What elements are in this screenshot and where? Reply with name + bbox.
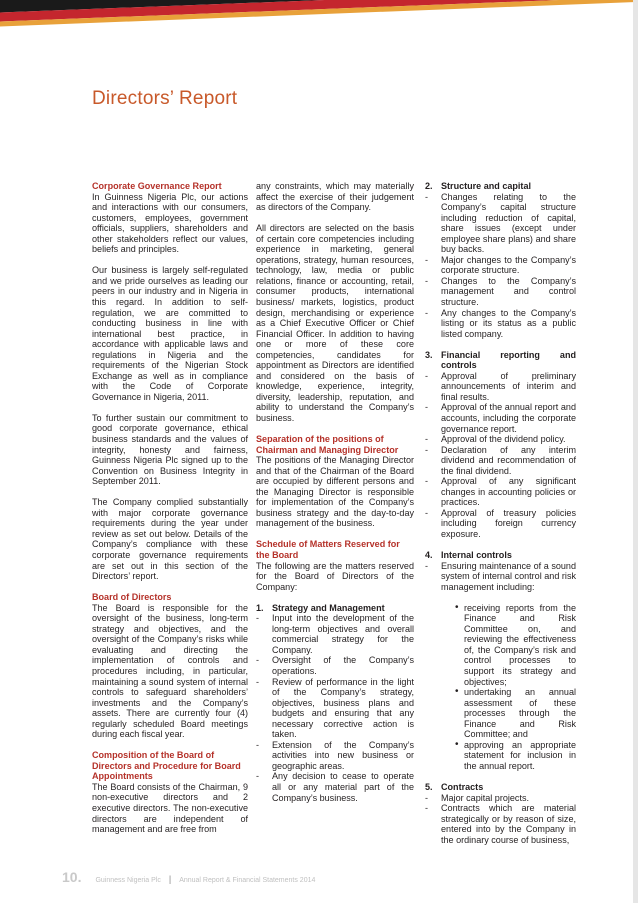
numbered-heading: 4. Internal controls [425, 550, 512, 561]
section-heading: Separation of the positions of Chairman and Managing Director [256, 434, 399, 455]
column-2 [256, 181, 414, 803]
list-item: - Input into the development of the long-term objectives and overall commercial strategy for the Company. [256, 613, 414, 655]
list-item: - Any changes to the Company’s listing or its status as a public listed company. [425, 307, 576, 339]
list-item: - Changes relating to the Company’s capital structure including reduction of capital, share issues (except under employee share plans) and share buy backs. [425, 191, 576, 255]
paragraph: any constraints, which may materially affect the exercise of their judgement as directors of the Company. [256, 181, 414, 213]
bullet-item: • receiving reports from the Finance and Risk Committee on, and reviewing the effectiveness of, the Company’s risk and control processes to support its strategy and objectives; [455, 601, 576, 687]
numbered-heading: 3. Financial reporting and controls [425, 349, 576, 371]
list-item: - Declaration of any interim dividend and recommendation of the final dividend. [425, 444, 576, 476]
numbered-heading: 1. Strategy and Management [256, 602, 385, 613]
paragraph: In Guinness Nigeria Plc, our actions and interactions with our consumers, customers, employees, government officials, suppliers, shareholders and other stakeholders reflect our values, beliefs and principles. [92, 191, 248, 255]
page-footer [62, 869, 315, 885]
bullet-item: • approving an appropriate statement for inclusion in the annual report. [455, 738, 576, 771]
list-item: - Approval of preliminary announcements of interim and final results. [425, 370, 576, 402]
page-number: 10. [62, 869, 82, 885]
section-heading: Corporate Governance Report [92, 181, 222, 191]
bullet-item: • undertaking an annual assessment of these processes through the Finance and Risk Committee; and [455, 686, 576, 740]
paragraph: The positions of the Managing Director and that of the Chairman of the Board are occupied by different persons and the Managing Director is responsible for implementation of the Company’s business strategy and the day-to-day management of the business. [256, 455, 414, 529]
paragraph: The Board consists of the Chairman, 9 non-executive directors and 2 executive directors. The non-executive directors are independent of management and are free from [92, 781, 248, 835]
list-item: - Any decision to cease to operate all or any material part of the Company’s business. [256, 771, 414, 803]
list-item: - Approval of any significant changes in accounting policies or practices. [425, 476, 576, 508]
footer-report-title: Annual Report & Financial Statements 2014 [179, 877, 316, 884]
numbered-heading: 2. Structure and capital [425, 181, 531, 191]
footer-company: Guinness Nigeria Plc [95, 877, 161, 884]
list-item: - Ensuring maintenance of a sound system of internal control and risk management including: [425, 560, 576, 592]
footer-separator: | [168, 874, 172, 884]
list-item: - Extension of the Company’s activities into new business or geographic areas. [256, 739, 414, 771]
section-heading: Schedule of Matters Reserved for the Board [256, 539, 400, 560]
list-item: - Contracts which are material strategically or by reason of size, entered into by the Company in the ordinary course of business, [425, 803, 576, 845]
column-1 [92, 181, 248, 845]
paragraph: The following are the matters reserved for the Board of Directors of the Company: [256, 560, 414, 592]
paragraph: To further sustain our commitment to good corporate governance, ethical business standards and the values of integrity, honesty and fairness, Guinness Nigeria Plc signed up to the Convention on Business Integrity in September 2011. [92, 412, 248, 487]
page-edge [633, 0, 638, 903]
list-item: - Review of performance in the light of the Company’s strategy, objectives, business plans and budgets and ensuring that any necessary corrective action is taken. [256, 676, 414, 740]
section-heading: Composition of the Board of Directors and Procedure for Board Appointments [92, 750, 241, 782]
list-item: - Changes to the Company’s management and control structure. [425, 275, 576, 308]
list-item: - Oversight of the Company’s operations. [256, 655, 414, 676]
list-item: - Approval of the annual report and accounts, including the corporate governance report. [425, 402, 576, 434]
column-3 [425, 181, 576, 845]
list-item: - Approval of the dividend policy. [425, 434, 566, 445]
paragraph: The Company complied substantially with major corporate governance requirements during the year under review as set out below. Details of the Company’s compliance with these corporate governance requirements are set out in this section of the Directors’ report. [92, 497, 248, 582]
list-item: - Major changes to the Company’s corporate structure. [425, 254, 576, 276]
paragraph: The Board is responsible for the oversight of the business, long-term strategy and objectives, and the oversight of the Company’s risks while evaluating and directing the implementation of controls and procedures including, in particular, maintaining a sound system of internal controls to safeguard shareholders’ investments and the Company’s assets. There are currently four (4) regularly scheduled Board meetings during each fiscal year. [92, 602, 248, 740]
page-title: Directors’ Report [92, 88, 238, 109]
numbered-heading: 5. Contracts [425, 781, 484, 792]
list-item: - Approval of treasury policies including foreign currency exposure. [425, 507, 576, 539]
section-heading: Board of Directors [92, 592, 172, 603]
paragraph: Our business is largely self-regulated and we pride ourselves as leading our peers in our industry and in Nigeria in this regard. In addition to self-regulation, we are committed to conducting business in line with international best practice, in accordance with applicable laws and regulations in Nigeria and the requirements of the Nigerian Stock Exchange as well as in compliance with the Code of Corporate Governance in Nigeria, 2011. [92, 265, 248, 402]
list-item: - Major capital projects. [425, 792, 529, 803]
decorative-stripes [0, 0, 638, 40]
paragraph: All directors are selected on the basis of certain core competencies including experience in marketing, general operations, strategy, human resources, technology, law, media or public relations, finance or accounting, retail, consumer products, international business/ markets, logistics, product design, merchandising or experience as a Chief Executive Officer or Chief Financial Officer. In addition to having one or more of these core competencies, candidates for appointment as Directors are identified and considered on the basis of knowledge, experience, integrity, diversity, leadership, reputation, and ability to understand the Company’s business. [256, 223, 414, 423]
